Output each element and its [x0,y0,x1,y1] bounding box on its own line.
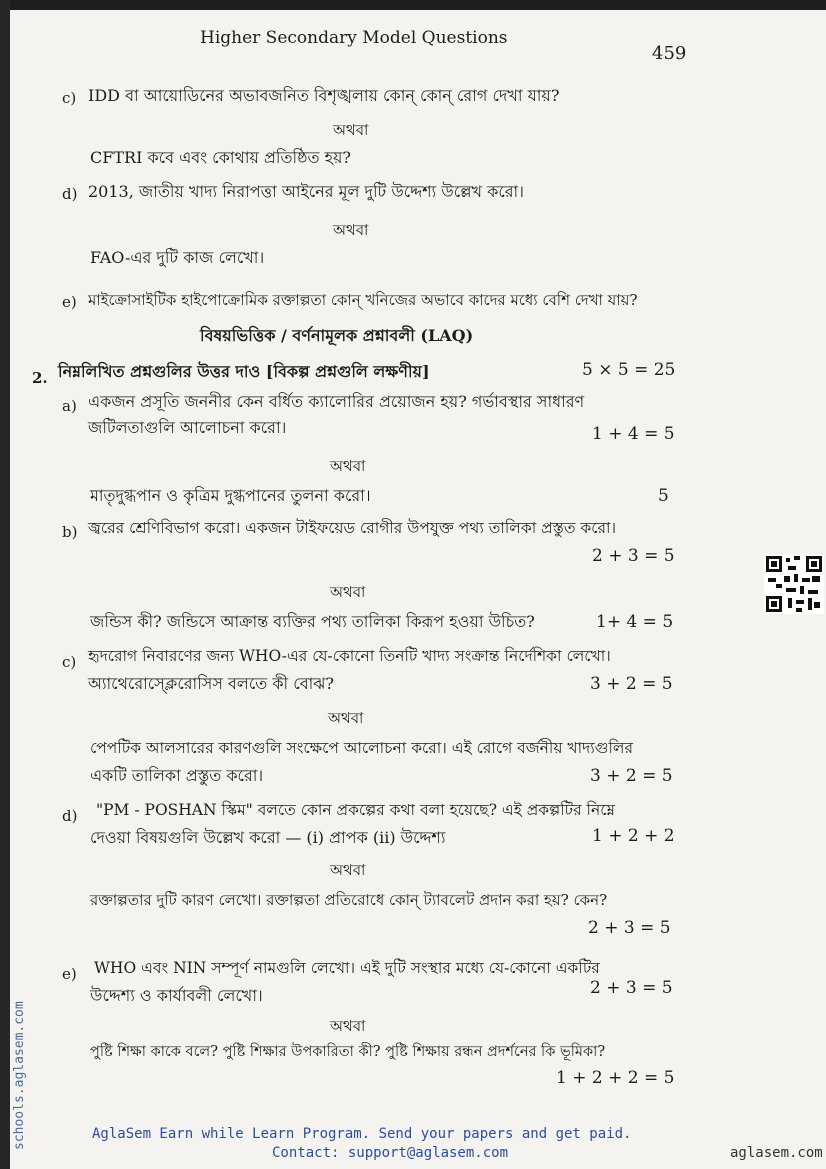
section-heading: বিষয়ভিত্তিক / বর্ণনামূলক প্রশ্নাবলী (LAQ) [200,326,474,345]
question-label: c) [62,89,77,107]
marks: 2 + 3 = 5 [590,978,673,998]
or-divider: অথবা [330,457,366,475]
running-header: Higher Secondary Model Questions [200,28,508,48]
or-divider: অথবা [330,583,366,601]
question-label: d) [62,185,78,203]
page-number: 459 [652,43,687,64]
alternative-question-line1: রক্তাল্পতার দুটি কারণ লেখো। রক্তাল্পতা প্রতিরোধে কোন্ ট্যাবলেট প্রদান করা হয়? কেন? [90,891,608,909]
alternative-question: CFTRI কবে এবং কোথায় প্রতিষ্ঠিত হয়? [90,148,351,167]
alternative-question-line1: পেপটিক আলসারের কারণগুলি সংক্ষেপে আলোচনা করো। এই রোগে বর্জনীয় খাদ্যগুলির [90,739,633,757]
question-text-line1: একজন প্রসূতি জননীর কেন বর্ধিত ক্যালোরির প্রয়োজন হয়? গর্ভাবস্থার সাধারণ [88,392,585,411]
or-divider: অথবা [328,709,364,727]
alternative-question: জন্ডিস কী? জন্ডিসে আক্রান্ত ব্যক্তির পথ্য তালিকা কিরূপ হওয়া উচিত? [90,612,535,631]
or-divider: অথবা [333,121,369,139]
question-text-line1: WHO এবং NIN সম্পূর্ণ নামগুলি লেখো। এই দুটি সংস্থার মধ্যে যে-কোনো একটির [94,959,600,977]
question-label: e) [62,293,77,311]
or-divider: অথবা [330,1017,366,1035]
question-text-line1: "PM - POSHAN স্কিম" বলতে কোন প্রকল্পের কথা বলা হয়েছে? এই প্রকল্পটির নিম্নে [96,801,616,819]
instruction-text: নিম্নলিখিত প্রশ্নগুলির উত্তর দাও [বিকল্প প্রশ্নগুলি লক্ষণীয়] [58,362,430,381]
marks: 2 + 3 = 5 [592,546,675,566]
marks: 3 + 2 = 5 [590,766,673,786]
qr-code-icon [764,554,824,614]
alternative-question: FAO-এর দুটি কাজ লেখো। [90,248,265,267]
question-label: d) [62,807,78,825]
footer-watermark-line1: AglaSem Earn while Learn Program. Send your papers and get paid. [92,1126,632,1142]
question-text-line1: হৃদরোগ নিবারণের জন্য WHO-এর যে-কোনো তিনটি খাদ্য সংক্রান্ত নির্দেশিকা লেখো। [88,647,611,665]
alternative-question-line2: একটি তালিকা প্রস্তুত করো। [90,766,264,785]
question-text: IDD বা আয়োডিনের অভাবজনিত বিশৃঙ্খলায় কোন্ কোন্ রোগ দেখা যায়? [88,86,560,105]
question-number: 2. [32,369,48,387]
question-label: e) [62,965,77,983]
question-text-line2: উদ্দেশ্য ও কার্যাবলী লেখো। [90,986,263,1005]
alternative-question: মাতৃদুগ্ধপান ও কৃত্রিম দুগ্ধপানের তুলনা করো। [90,486,371,505]
or-divider: অথবা [333,221,369,239]
footer-site: aglasem.com [730,1145,823,1161]
marks: 1 + 2 + 2 = 5 [556,1068,675,1088]
total-marks: 5 × 5 = 25 [582,360,676,380]
question-label: b) [62,523,78,541]
question-label: a) [62,397,77,415]
question-label: c) [62,653,77,671]
footer-watermark-line2: Contact: support@aglasem.com [272,1145,509,1161]
marks: 1 + 4 = 5 [592,424,675,444]
question-text-line2: অ্যাথেরোস্ক্লেরোসিস বলতে কী বোঝ? [88,674,334,693]
side-watermark: schools.aglasem.com [12,1001,27,1150]
marks: 1 + 2 + 2 [592,826,675,846]
page-edge-left [0,0,10,1169]
marks: 1+ 4 = 5 [596,612,674,632]
question-text: 2013, জাতীয় খাদ্য নিরাপত্তা আইনের মূল দুটি উদ্দেশ্য উল্লেখ করো। [88,182,524,201]
question-text-line1: জ্বরের শ্রেণিবিভাগ করো। একজন টাইফয়েড রোগীর উপযুক্ত পথ্য তালিকা প্রস্তুত করো। [88,519,617,537]
alternative-question-line1: পুষ্টি শিক্ষা কাকে বলে? পুষ্টি শিক্ষার উপকারিতা কী? পুষ্টি শিক্ষায় রন্ধন প্রদর্শনের কি ভূমিকা? [90,1044,606,1060]
marks: 3 + 2 = 5 [590,674,673,694]
question-text-line2: দেওয়া বিষয়গুলি উল্লেখ করো — (i) প্রাপক (ii) উদ্দেশ্য [90,828,446,847]
marks: 5 [658,486,669,506]
question-text-line2: জটিলতাগুলি আলোচনা করো। [88,418,287,437]
marks: 2 + 3 = 5 [588,918,671,938]
question-text: মাইক্রোসাইটিক হাইপোক্রোমিক রক্তাল্পতা কোন্ খনিজের অভাবে কাদের মধ্যে বেশি দেখা যায়? [88,291,638,309]
or-divider: অথবা [330,861,366,879]
page-edge-top [0,0,826,10]
